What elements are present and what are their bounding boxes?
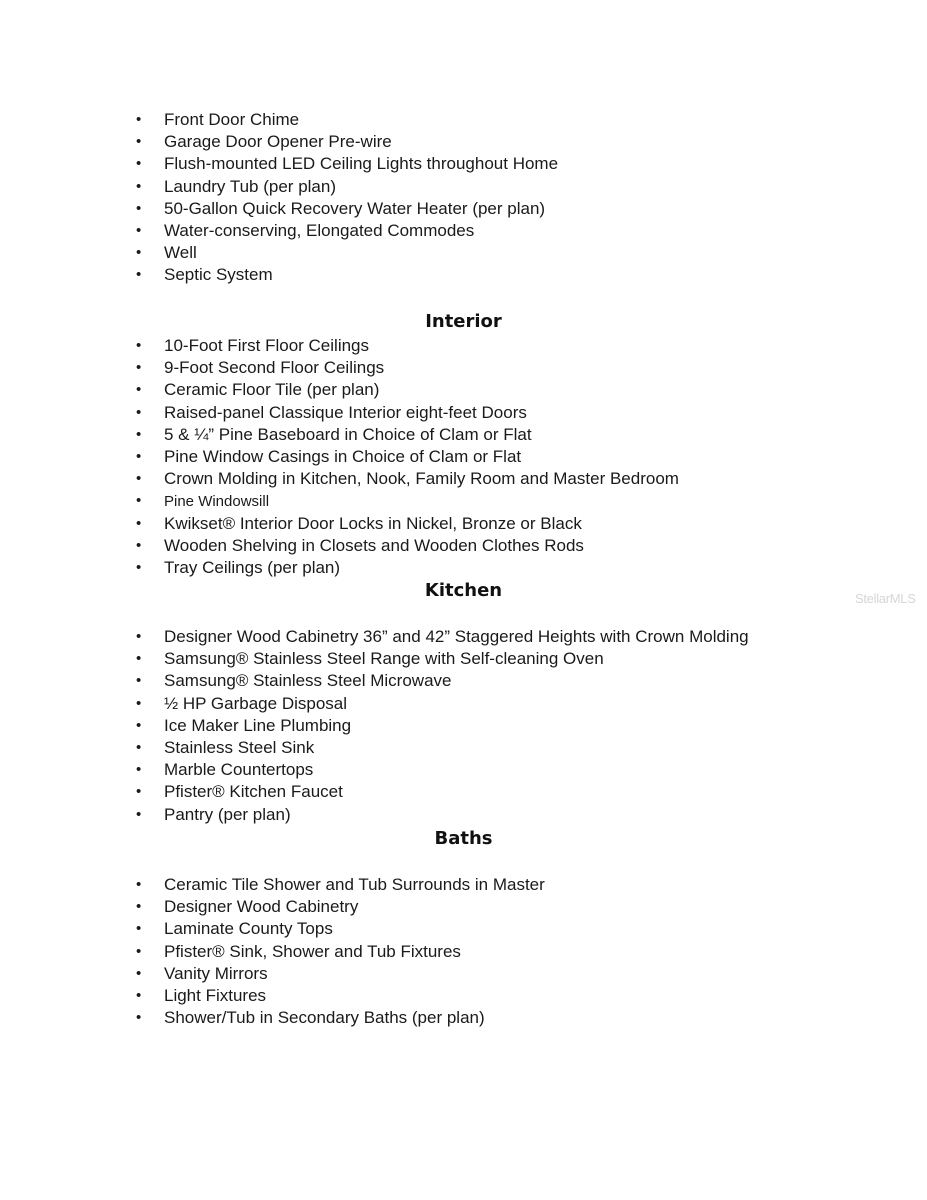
bullet-icon: • xyxy=(136,898,142,916)
bullet-icon: • xyxy=(136,805,142,823)
list-item: • Laminate County Tops xyxy=(0,918,927,940)
kitchen-heading: Kitchen xyxy=(424,580,503,601)
bullet-icon: • xyxy=(136,199,142,217)
list-item: • Kwikset® Interior Door Locks in Nickel, Bronze or Black xyxy=(0,513,927,535)
list-item: • ½ HP Garbage Disposal xyxy=(0,693,927,715)
list-item: • Designer Wood Cabinetry 36” and 42” Staggered Heights with Crown Molding xyxy=(0,626,927,648)
bullet-icon: • xyxy=(136,470,142,488)
list-item: • Ice Maker Line Plumbing xyxy=(0,715,927,737)
bullet-icon: • xyxy=(136,536,142,554)
bullet-icon: • xyxy=(136,783,142,801)
bullet-icon: • xyxy=(136,672,142,690)
list-item: • Wooden Shelving in Closets and Wooden Clothes Rods xyxy=(0,535,927,557)
bullet-icon: • xyxy=(136,337,142,354)
list-item: • 10-Foot First Floor Ceilings xyxy=(0,335,927,357)
baths-list xyxy=(0,874,927,1029)
list-item: • Shower/Tub in Secondary Baths (per plan) xyxy=(0,1007,927,1029)
bullet-icon: • xyxy=(136,177,142,195)
list-item: • Front Door Chime xyxy=(0,109,927,131)
bullet-icon: • xyxy=(136,133,142,151)
interior-heading: Interior xyxy=(425,311,502,332)
list-item: • Raised-panel Classique Interior eight-feet Doors xyxy=(0,402,927,424)
list-item: • Samsung® Stainless Steel Microwave xyxy=(0,670,927,692)
general-features-list xyxy=(0,109,927,287)
bullet-icon: • xyxy=(136,628,142,645)
interior-list xyxy=(0,335,927,579)
watermark-logo: StellarMLS xyxy=(855,591,916,606)
list-item: • Flush-mounted LED Ceiling Lights throughout Home xyxy=(0,153,927,175)
list-item: • Samsung® Stainless Steel Range with Self-cleaning Oven xyxy=(0,648,927,670)
bullet-icon: • xyxy=(136,716,142,734)
list-item: • Crown Molding in Kitchen, Nook, Family Room and Master Bedroom xyxy=(0,468,927,490)
list-item: • Pfister® Kitchen Faucet xyxy=(0,781,927,803)
list-item: • Pantry (per plan) xyxy=(0,804,927,826)
list-item: • Water-conserving, Elongated Commodes xyxy=(0,220,927,242)
bullet-icon: • xyxy=(136,514,142,532)
bullet-icon: • xyxy=(136,920,142,938)
list-item: • Designer Wood Cabinetry xyxy=(0,896,927,918)
bullet-icon: • xyxy=(136,986,142,1004)
bullet-icon: • xyxy=(136,403,142,421)
list-item: • Stainless Steel Sink xyxy=(0,737,927,759)
bullet-icon: • xyxy=(136,447,142,465)
list-item: • 5 & ¼” Pine Baseboard in Choice of Clam or Flat xyxy=(0,424,927,446)
list-item: • Laundry Tub (per plan) xyxy=(0,176,927,198)
list-item: • 9-Foot Second Floor Ceilings xyxy=(0,357,927,379)
list-item: • Pine Windowsill xyxy=(0,490,927,512)
bullet-icon: • xyxy=(136,492,142,510)
kitchen-list xyxy=(0,626,927,826)
list-item: • Light Fixtures xyxy=(0,985,927,1007)
list-item: • Ceramic Floor Tile (per plan) xyxy=(0,379,927,401)
bullet-icon: • xyxy=(136,964,142,982)
bullet-icon: • xyxy=(136,111,142,128)
bullet-icon: • xyxy=(136,359,142,377)
bullet-icon: • xyxy=(136,1009,142,1027)
list-item: • Ceramic Tile Shower and Tub Surrounds in Master xyxy=(0,874,927,896)
list-item: • Garage Door Opener Pre-wire xyxy=(0,131,927,153)
bullet-icon: • xyxy=(136,694,142,712)
bullet-icon: • xyxy=(136,761,142,779)
bullet-icon: • xyxy=(136,221,142,239)
list-item: • Pfister® Sink, Shower and Tub Fixtures xyxy=(0,941,927,963)
list-item: • Vanity Mirrors xyxy=(0,963,927,985)
bullet-icon: • xyxy=(136,155,142,173)
bullet-icon: • xyxy=(136,425,142,443)
bullet-icon: • xyxy=(136,738,142,756)
list-item: • Septic System xyxy=(0,264,927,286)
list-item: • Tray Ceilings (per plan) xyxy=(0,557,927,579)
bullet-icon: • xyxy=(136,381,142,399)
list-item: • 50-Gallon Quick Recovery Water Heater (per plan) xyxy=(0,198,927,220)
bullet-icon: • xyxy=(136,650,142,668)
bullet-icon: • xyxy=(136,244,142,262)
list-item: • Marble Countertops xyxy=(0,759,927,781)
bullet-icon: • xyxy=(136,558,142,576)
list-item: • Pine Window Casings in Choice of Clam or Flat xyxy=(0,446,927,468)
bullet-icon: • xyxy=(136,942,142,960)
list-item: • Well xyxy=(0,242,927,264)
bullet-icon: • xyxy=(136,266,142,284)
baths-heading: Baths xyxy=(434,828,493,849)
bullet-icon: • xyxy=(136,876,142,893)
